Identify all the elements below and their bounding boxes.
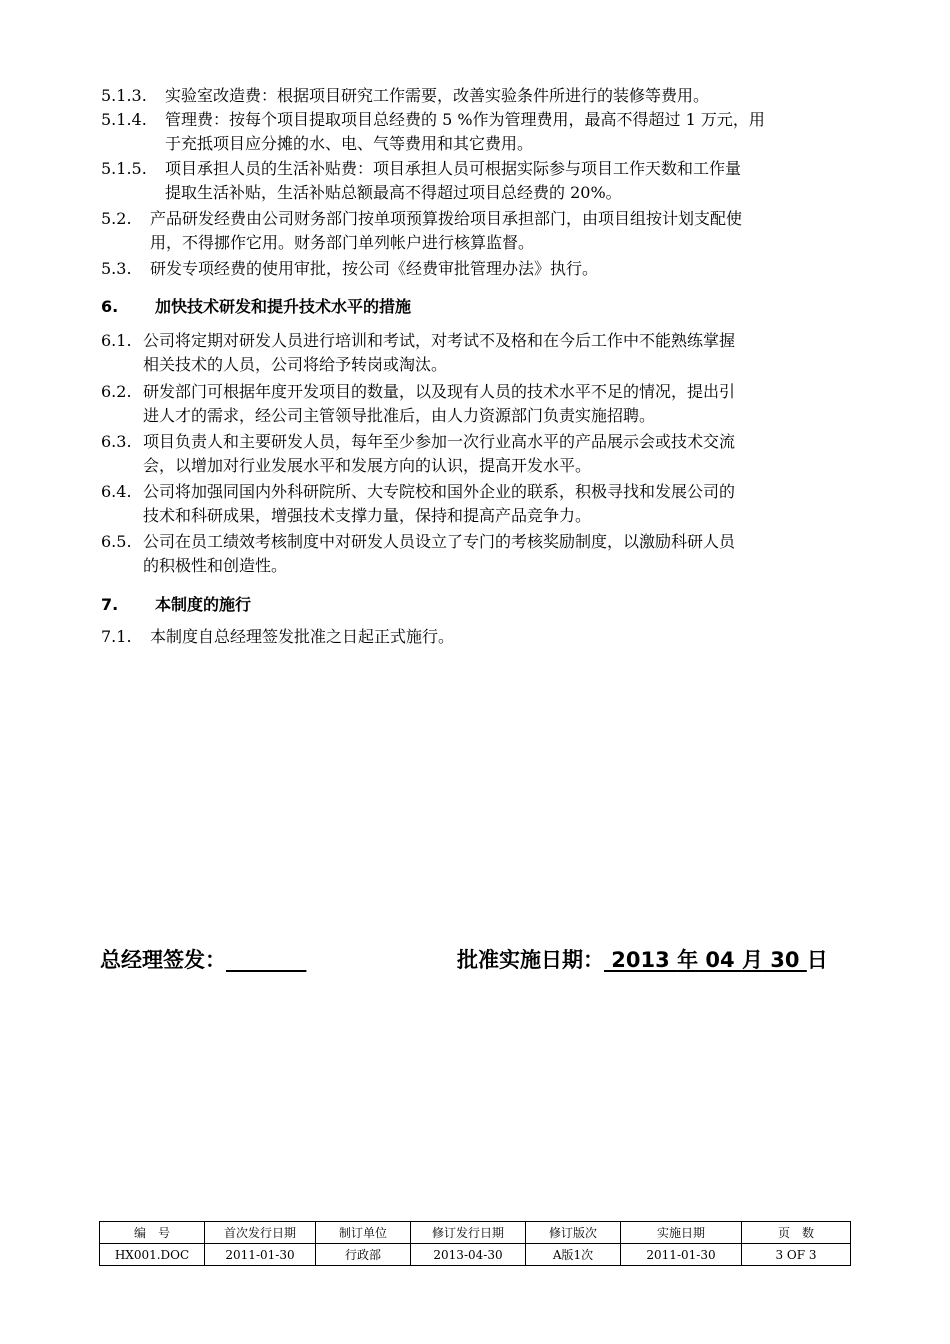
date-year: 2013 (604, 948, 678, 972)
header-cell: 页 数 (742, 1222, 851, 1244)
item-number: 6.5. (101, 532, 132, 551)
gm-sign-label: 总经理签发： (100, 948, 226, 972)
item-text: 产品研发经费由公司财务部门按单项预算拨给项目承担部门，由项目组按计划支配使 (150, 209, 743, 228)
signature-block (100, 945, 306, 975)
date-label: 批准实施日期： (457, 948, 604, 972)
item-text: 公司在员工绩效考核制度中对研发人员设立了专门的考核奖励制度，以激励科研人员 (143, 532, 736, 551)
table-row (100, 1244, 851, 1266)
item-text: 进人才的需求，经公司主管领导批准后，由人力资源部门负责实施招聘。 (143, 406, 656, 425)
item-text: 公司将加强同国内外科研院所、大专院校和国外企业的联系，积极寻找和发展公司的 (143, 482, 736, 501)
header-cell: 首次发行日期 (205, 1222, 316, 1244)
item-text: 实验室改造费：根据项目研究工作需要，改善实验条件所进行的装修等费用。 (165, 86, 710, 105)
document-info-table (99, 1221, 851, 1266)
gm-sign-blank (226, 948, 306, 972)
item-number: 6.1. (101, 331, 132, 350)
date-month: 04 (698, 948, 742, 972)
item-text: 会，以增加对行业发展水平和发展方向的认识，提高开发水平。 (143, 456, 592, 475)
item-text: 提取生活补贴，生活补贴总额最高不得超过项目总经费的 20%。 (165, 183, 622, 202)
item-number: 7.1. (101, 627, 132, 646)
value-cell: 2011-01-30 (205, 1244, 316, 1266)
item-text: 于充抵项目应分摊的水、电、气等费用和其它费用。 (165, 134, 534, 153)
value-cell: HX001.DOC (100, 1244, 205, 1266)
table-header-row (100, 1222, 851, 1244)
day-unit: 日 (806, 948, 828, 972)
header-cell: 编 号 (100, 1222, 205, 1244)
section-heading: 加快技术研发和提升技术水平的措施 (155, 297, 412, 316)
item-text: 用，不得挪作它用。财务部门单列帐户进行核算监督。 (150, 233, 535, 252)
value-cell: 2011-01-30 (621, 1244, 742, 1266)
item-text: 公司将定期对研发人员进行培训和考试，对考试不及格和在今后工作中不能熟练掌握 (143, 331, 736, 350)
item-text: 的积极性和创造性。 (143, 556, 288, 575)
section-number: 6. (101, 297, 119, 316)
item-text: 项目承担人员的生活补贴费：项目承担人员可根据实际参与项目工作天数和工作量 (165, 159, 742, 178)
value-cell: A版1次 (526, 1244, 621, 1266)
section-heading: 本制度的施行 (155, 595, 252, 614)
approval-date (457, 945, 828, 975)
item-number: 6.4. (101, 482, 132, 501)
item-number: 5.1.4. (101, 110, 147, 129)
item-number: 5.2. (101, 209, 132, 228)
month-unit: 月 (741, 948, 763, 972)
item-text: 研发部门可根据年度开发项目的数量，以及现有人员的技术水平不足的情况，提出引 (143, 382, 736, 401)
item-text: 本制度自总经理签发批准之日起正式施行。 (150, 627, 455, 646)
value-cell: 2013-04-30 (411, 1244, 526, 1266)
header-cell: 实施日期 (621, 1222, 742, 1244)
header-cell: 制订单位 (316, 1222, 411, 1244)
item-text: 研发专项经费的使用审批，按公司《经费审批管理办法》执行。 (150, 259, 599, 278)
section-number: 7. (101, 595, 119, 614)
item-text: 技术和科研成果，增强技术支撑力量，保持和提高产品竞争力。 (143, 506, 592, 525)
item-number: 5.3. (101, 259, 132, 278)
item-text: 管理费：按每个项目提取项目总经费的 5 %作为管理费用，最高不得超过 1 万元，用 (165, 110, 765, 129)
item-text: 相关技术的人员，公司将给予转岗或淘汰。 (143, 355, 448, 374)
year-unit: 年 (677, 948, 699, 972)
item-number: 5.1.3. (101, 86, 147, 105)
item-text: 项目负责人和主要研发人员，每年至少参加一次行业高水平的产品展示会或技术交流 (143, 432, 736, 451)
value-cell: 3 OF 3 (742, 1244, 851, 1266)
item-number: 5.1.5. (101, 159, 147, 178)
header-cell: 修订发行日期 (411, 1222, 526, 1244)
header-cell: 修订版次 (526, 1222, 621, 1244)
value-cell: 行政部 (316, 1244, 411, 1266)
item-number: 6.3. (101, 432, 132, 451)
date-day: 30 (762, 948, 807, 972)
item-number: 6.2. (101, 382, 132, 401)
